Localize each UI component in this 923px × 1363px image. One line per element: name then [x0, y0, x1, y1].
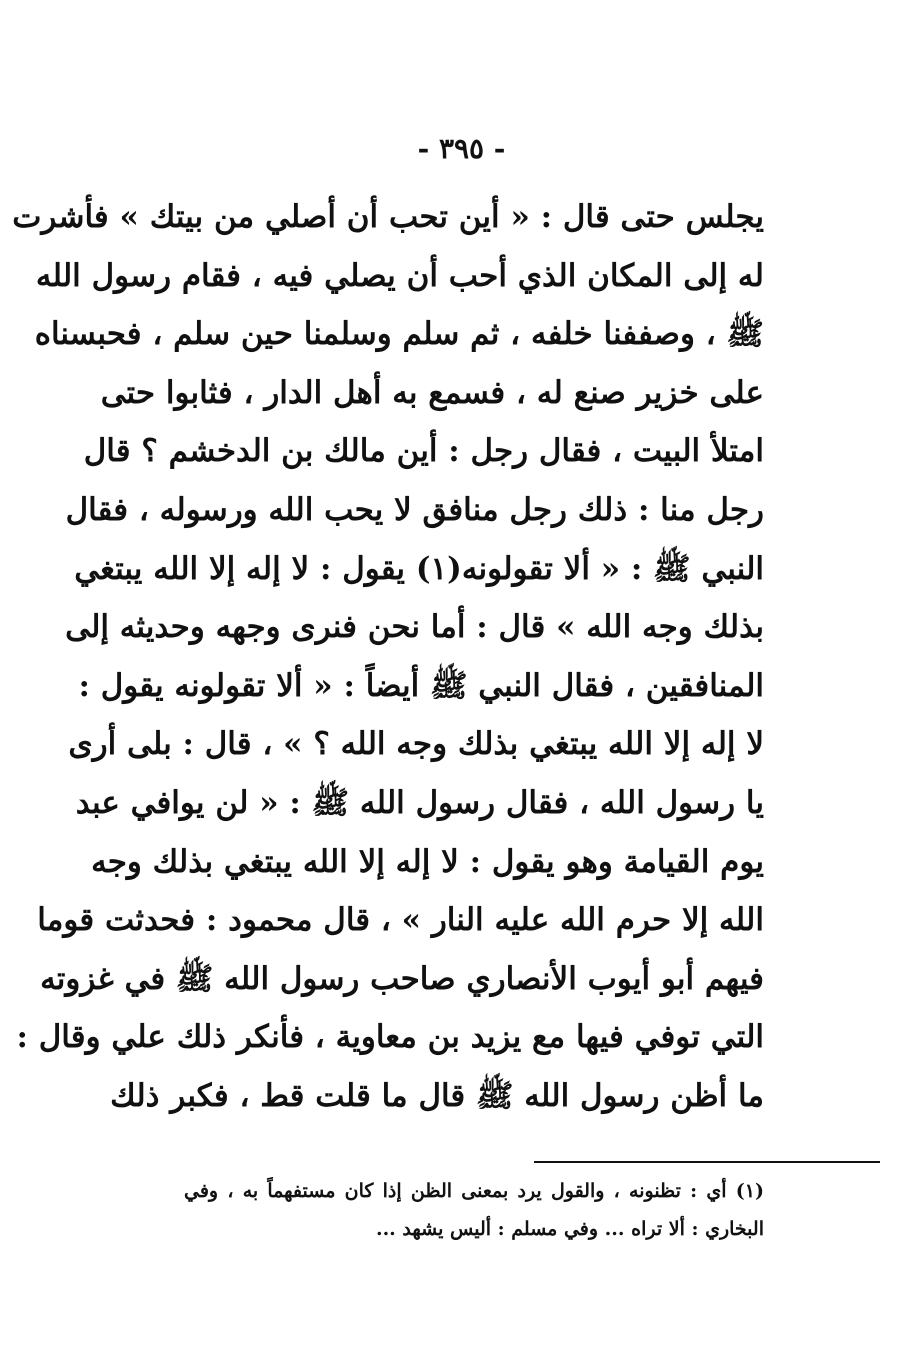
text-line: ﷺ ، وصففنا خلفه ، ثم سلم وسلمنا حين سلم ، فحبسناه	[34, 316, 764, 353]
footnote-line: (١) أي : تظنونه ، والقول يرد بمعنى الظن إذا كان مستفهماً به ، وفي	[184, 1180, 764, 1202]
footnote-line: البخاري : ألا تراه ... وفي مسلم : أليس يشهد ...	[375, 1218, 764, 1240]
footnote-divider	[534, 1161, 880, 1163]
text-line: فيهم أبو أيوب الأنصاري صاحب رسول الله ﷺ في غزوته	[40, 960, 764, 997]
text-line: التي توفي فيها مع يزيد بن معاوية ، فأنكر ذلك علي وقال :	[16, 1019, 764, 1056]
text-line: بذلك وجه الله » قال : أما نحن فنرى وجهه وحديثه إلى	[65, 609, 764, 646]
text-line: رجل منا : ذلك رجل منافق لا يحب الله ورسوله ، فقال	[65, 491, 764, 528]
text-line: لا إله إلا الله يبتغي بذلك وجه الله ؟ » ، قال : بلى أرى	[68, 726, 764, 763]
text-line: يوم القيامة وهو يقول : لا إله إلا الله يبتغي بذلك وجه	[91, 843, 764, 880]
text-line: يا رسول الله ، فقال رسول الله ﷺ : « لن يوافي عبد	[75, 784, 764, 821]
footnotes	[184, 1172, 764, 1248]
text-line: على خزير صنع له ، فسمع به أهل الدار ، فثابوا حتى	[100, 374, 764, 411]
text-line: امتلأ البيت ، فقال رجل : أين مالك بن الدخشم ؟ قال	[83, 433, 764, 470]
text-line: يجلس حتى قال : « أين تحب أن أصلي من بيتك » فأشرت	[12, 199, 764, 235]
text-line: المنافقين ، فقال النبي ﷺ أيضاً : « ألا تقولونه يقول :	[78, 667, 764, 704]
text-line: النبي ﷺ : « ألا تقولونه(١) يقول : لا إله إلا الله يبتغي	[74, 550, 764, 587]
page-number: - ٣٩٥ -	[417, 132, 506, 165]
text-line: ما أظن رسول الله ﷺ قال ما قلت قط ، فكبر ذلك	[110, 1077, 764, 1114]
text-line: له إلى المكان الذي أحب أن يصلي فيه ، فقام رسول الله	[35, 257, 764, 294]
main-text	[12, 188, 764, 1126]
text-line: الله إلا حرم الله عليه النار » ، قال محمود : فحدثت قوما	[37, 902, 764, 939]
